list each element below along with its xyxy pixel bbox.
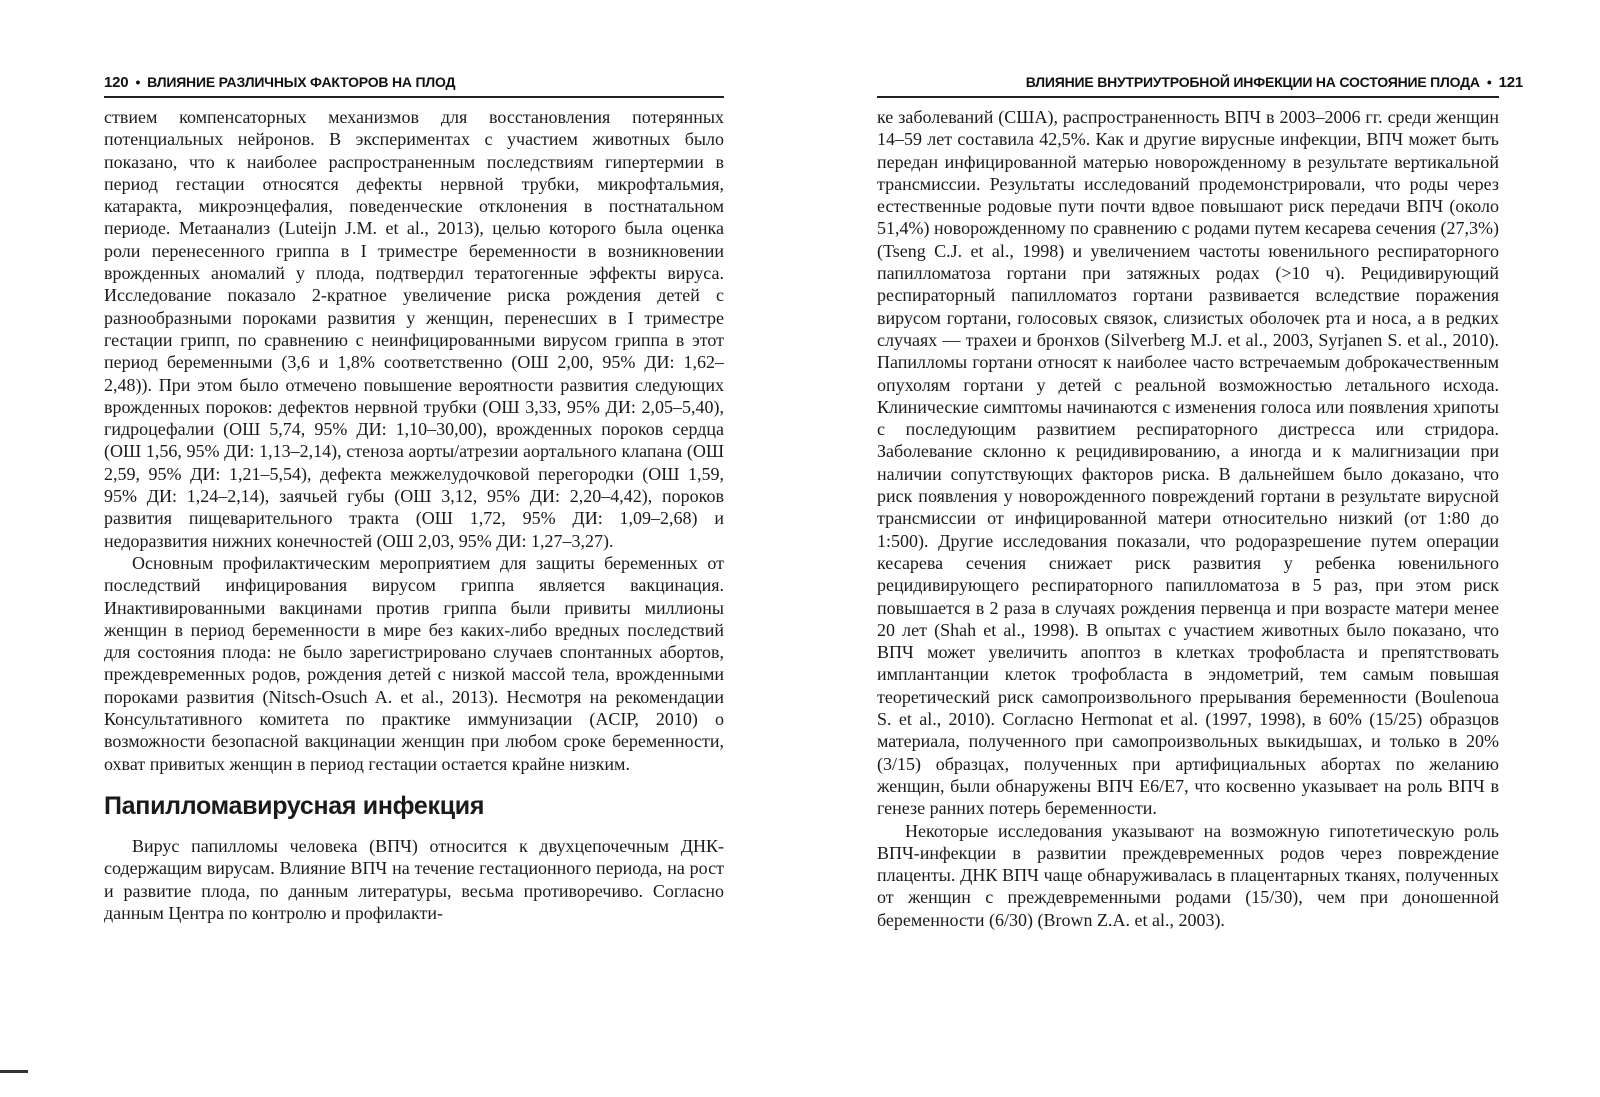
section-paragraph: Вирус папилломы человека (ВПЧ) относится к двухцепочечным ДНК-содержащим вирусам. Влияние ВПЧ на течение гестационного периода, на рост и развитие плода, по данным литературы, весьма противоречиво. Согласно данным Центра по контролю и профилакти- — [104, 835, 724, 923]
section-title: Папилломавирусная инфекция — [104, 791, 485, 820]
left-running-header — [104, 74, 455, 91]
right-page — [800, 0, 1600, 1097]
header-bullet: • — [1486, 74, 1492, 90]
right-running-head: ВЛИЯНИЕ ВНУТРИУТРОБНОЙ ИНФЕКЦИИ НА СОСТОЯНИЕ ПЛОДА — [1025, 74, 1480, 90]
header-bullet: • — [135, 74, 141, 90]
left-text-column — [104, 106, 724, 924]
right-paragraph-1: ке заболеваний (США), распространенность ВПЧ в 2003–2006 гг. среди женщин 14–59 лет составила 42,5%. Как и другие вирусные инфекции, ВПЧ может быть передан инфицированной матерью новорожденному в результате вертикальной трансмиссии. Результаты исследований продемонстрировали, что роды через естественные родовые пути почти вдвое повышают риск передачи ВПЧ (около 51,4%) новорожденному по сравнению с родами путем кесарева сечения (27,3%) (Tseng C.J. et al., 1998) и увеличением частоты ювенильного респираторного папилломатоза гортани при затяжных родах (>10 ч). Рецидивирующий респираторный папилломатоз гортани развивается вследствие поражения вирусом гортани, голосовых связок, слизистых оболочек рта и носа, а в редких случаях — трахеи и бронхов (Silverberg M.J. et al., 2003, Syrjanen S. et al., 2010). Папилломы гортани относят к наиболее часто встречаемым доброкачественным опухолям гортани у детей с реальной возможностью летального исхода. Клинические симптомы начинаются с изменения голоса или появления хрипоты с последующим развитием респираторного дистресса или стридора. Заболевание склонно к рецидивированию, а иногда и к малигнизации при наличии сопутствующих факторов риска. В дальнейшем было доказано, что риск появления у новорожденного повреждений гортани в результате вирусной трансмиссии от инфицированной матери относительно низкий (от 1:80 до 1:500). Другие исследования показали, что родоразрешение путем операции кесарева сечения снижает риск развития у ребенка ювенильного рецидивирующего респираторного папилломатоза в 5 раз, при этом риск повышается в 2 раза в случаях рождения первенца и при возрасте матери менее 20 лет (Shah et al., 1998). В опытах с участием животных было показано, что ВПЧ может увеличить апоптоз в клетках трофобласта и препятствовать имплантанции клеток трофобласта в эндометрий, тем самым повышая теоретический риск самопроизвольного прерывания беременности (Boulenoua S. et al., 2010). Согласно Hermonat et al. (1997, 1998), в 60% (15/25) образцов материала, полученного при самопроизвольных выкидышах, и только в 20% (3/15) образцах, полученных при артифициальных абортах по желанию женщин, были обнаружены ВПЧ Е6/Е7, что косвенно указывает на роль ВПЧ в генезе ранних потерь беременности. — [877, 107, 1499, 819]
scan-mark — [0, 1070, 28, 1073]
right-header-rule — [877, 96, 1499, 98]
right-text-column — [877, 106, 1499, 931]
left-page-number: 120 — [104, 74, 129, 91]
left-paragraph-1: ствием компенсаторных механизмов для восстановления потерянных потенциальных нейронов. В экспериментах с участием животных было показано, что к наиболее распространенным последствиям гипертермии в период гестации относятся дефекты нервной трубки, микрофтальмия, катаракта, микроэнцефалия, поведенческие отклонения в постнатальном периоде. Метаанализ (Luteijn J.M. et al., 2013), целью которого была оценка роли перенесенного гриппа в I триместре беременности в возникновении врожденных аномалий у плода, подтвердил тератогенные эффекты вируса. Исследование показало 2-кратное увеличение риска рождения детей с разнообразными пороками развития у женщин, перенесших в I триместре гестации грипп, по сравнению с неинфицированными вирусом гриппа в этот период беременными (3,6 и 1,8% соответственно (ОШ 2,00, 95% ДИ: 1,62–2,48)). При этом было отмечено повышение вероятности развития следующих врожденных пороков: дефектов нервной трубки (ОШ 3,33, 95% ДИ: 2,05–5,40), гидроцефалии (ОШ 5,74, 95% ДИ: 1,10–30,00), врожденных пороков сердца (ОШ 1,56, 95% ДИ: 1,13–2,14), стеноза аорты/атрезии аортального клапана (ОШ 2,59, 95% ДИ: 1,21–5,54), дефекта межжелудочковой перегородки (ОШ 1,59, 95% ДИ: 1,24–2,14), заячьей губы (ОШ 3,12, 95% ДИ: 2,20–4,42), пороков развития пищеварительного тракта (ОШ 1,72, 95% ДИ: 1,09–2,68) и недоразвития нижних конечностей (ОШ 2,03, 95% ДИ: 1,27–3,27). — [104, 107, 724, 551]
right-paragraph-2: Некоторые исследования указывают на возможную гипотетическую роль ВПЧ-инфекции в развитии преждевременных родов через повреждение плаценты. ДНК ВПЧ чаще обнаруживалась в плацентарных тканях, полученных от женщин с преждевременными родами (15/30), чем при доношенной беременности (6/30) (Brown Z.A. et al., 2003). — [877, 820, 1499, 930]
left-header-rule — [104, 96, 724, 98]
right-page-number: 121 — [1498, 74, 1523, 91]
left-running-head: ВЛИЯНИЕ РАЗЛИЧНЫХ ФАКТОРОВ НА ПЛОД — [147, 74, 456, 90]
left-paragraph-2: Основным профилактическим мероприятием для защиты беременных от последствий инфицирования вирусом гриппа является вакцинация. Инактивированными вакцинами против гриппа были привиты миллионы женщин в период беременности в мире без каких-либо вредных последствий для состояния плода: не было зарегистрировано случаев спонтанных абортов, преждевременных родов, рождения детей с низкой массой тела, врожденными пороками развития (Nitsch-Osuch A. et al., 2013). Несмотря на рекомендации Консультативного комитета по практике иммунизации (ACIP, 2010) о возможности безопасной вакцинации женщин при любом сроке беременности, охват привитых женщин в период гестации остается крайне низким. — [104, 552, 724, 774]
right-running-header — [1026, 74, 1523, 91]
